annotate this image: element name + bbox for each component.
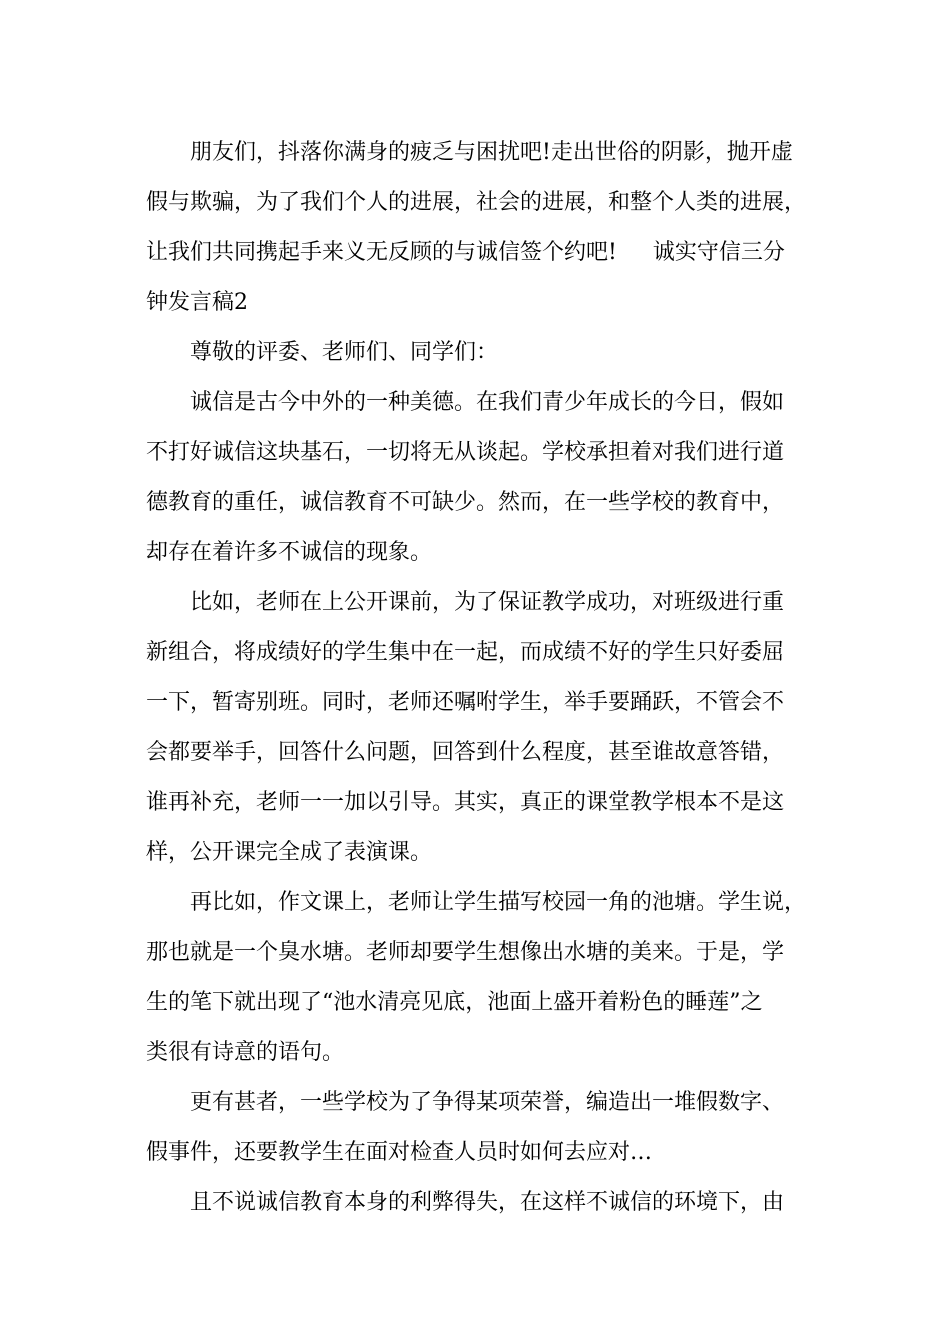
text-line: 谁再补充，老师一一加以引导。其实，真正的课堂教学根本不是这 [146,790,785,815]
text-line: 再比如，作文课上，老师让学生描写校园一角的池塘。学生说， [190,890,807,915]
paragraph-4 [146,578,826,878]
text-line: 且不说诚信教育本身的利弊得失，在这样不诚信的环境下，由 [190,1190,785,1215]
paragraph-1 [146,128,826,328]
text-line: 一下，暂寄别班。同时，老师还嘱咐学生，举手要踊跃，不管会不 [146,690,785,715]
paragraph-2 [146,328,826,378]
text-line: 更有甚者，一些学校为了争得某项荣誉，编造出一堆假数字、 [190,1090,785,1115]
paragraph-7 [146,1178,826,1228]
text-line: 类很有诗意的语句。 [146,1040,345,1065]
text-line: 比如，老师在上公开课前，为了保证教学成功，对班级进行重 [190,590,785,615]
text-line: 假事件，还要教学生在面对检查人员时如何去应对… [146,1140,653,1165]
text-line: 诚信是古今中外的一种美德。在我们青少年成长的今日，假如 [190,390,785,415]
text-line: 假与欺骗，为了我们个人的进展，社会的进展，和整个人类的进展， [146,190,807,215]
section-heading: 诚实守信三分 [652,240,785,265]
text-line: 朋友们，抖落你满身的疲乏与困扰吧!走出世俗的阴影，抛开虚 [190,140,793,165]
text-line: 却存在着许多不诚信的现象。 [146,540,433,565]
document-body [146,128,826,1228]
salutation: 尊敬的评委、老师们、同学们： [190,340,499,365]
paragraph-3 [146,378,826,578]
text-segment: 让我们共同携起手来义无反顾的与诚信签个约吧! [146,240,617,265]
paragraph-6 [146,1078,826,1178]
text-line: 生的笔下就出现了“池水清亮见底，池面上盛开着粉色的睡莲”之 [146,990,763,1015]
text-line: 不打好诚信这块基石，一切将无从谈起。学校承担着对我们进行道 [146,440,785,465]
section-heading-continued: 钟发言稿2 [146,290,248,315]
text-line: 新组合，将成绩好的学生集中在一起，而成绩不好的学生只好委屈 [146,640,785,665]
text-line: 德教育的重任，诚信教育不可缺少。然而，在一些学校的教育中， [146,490,785,515]
text-line [146,228,826,278]
text-line: 那也就是一个臭水塘。老师却要学生想像出水塘的美来。于是，学 [146,940,785,965]
text-line: 样，公开课完全成了表演课。 [146,840,433,865]
paragraph-5 [146,878,826,1078]
text-line: 会都要举手，回答什么问题，回答到什么程度，甚至谁故意答错， [146,740,785,765]
